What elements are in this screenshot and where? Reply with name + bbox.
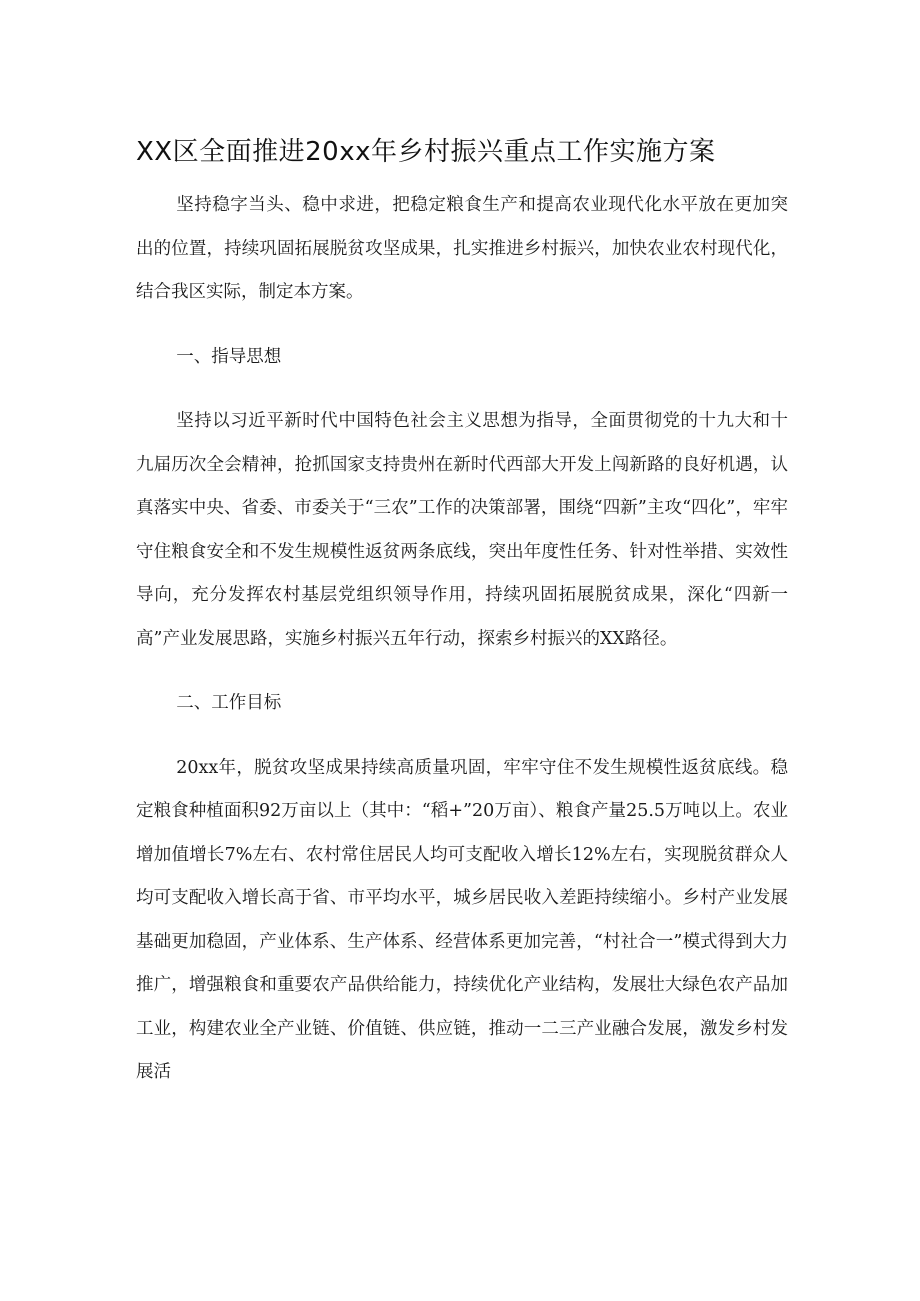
section-heading-work-goals: 二、工作目标 [176,693,282,713]
section-heading-guiding-ideology: 一、指导思想 [176,346,282,367]
paragraph-spacer [136,726,788,747]
paragraph-spacer [136,379,788,400]
paragraph-spacer [136,661,788,682]
paragraph-spacer [136,315,788,336]
document-page [136,128,788,1095]
intro-paragraph: 坚持稳字当头、稳中求进，把稳定粮食生产和提高农业现代化水平放在更加突出的位置，持续巩固拓展脱贫攻坚成果，扎实推进乡村振兴，加快农业农村现代化，结合我区实际，制定本方案。 [136,195,788,302]
document-title: XX区全面推进20xx年乡村振兴重点工作实施方案 [136,137,716,167]
section-body-guiding-ideology: 坚持以习近平新时代中国特色社会主义思想为指导，全面贯彻党的十九大和十九届历次全会精神，抢抓国家支持贵州在新时代西部大开发上闯新路的良好机遇，认真落实中央、省委、市委关于“三农”工作的决策部署，围绕“四新”主攻“四化”，牢牢守住粮食安全和不发生规模性返贫两条底线，突出年度性任务、针对性举措、实效性导向，充分发挥农村基层党组织领导作用，持续巩固拓展脱贫成果，深化“四新一高”产业发展思路，实施乡村振兴五年行动，探索乡村振兴的XX路径。 [136,411,788,649]
section-body-work-goals: 20xx年，脱贫攻坚成果持续高质量巩固，牢牢守住不发生规模性返贫底线。稳定粮食种植面积92万亩以上（其中：“稻+”20万亩）、粮食产量25.5万吨以上。农业增加值增长7%左右、农村常住居民人均可支配收入增长12%左右，实现脱贫群众人均可支配收入增长高于省、市平均水平，城乡居民收入差距持续缩小。乡村产业发展基础更加稳固，产业体系、生产体系、经营体系更加完善，“村社合一”模式得到大力推广，增强粮食和重要农产品供给能力，持续优化产业结构，发展壮大绿色农产品加工业，构建农业全产业链、价值链、供应链，推动一二三产业融合发展，激发乡村发展活 [136,757,788,1082]
